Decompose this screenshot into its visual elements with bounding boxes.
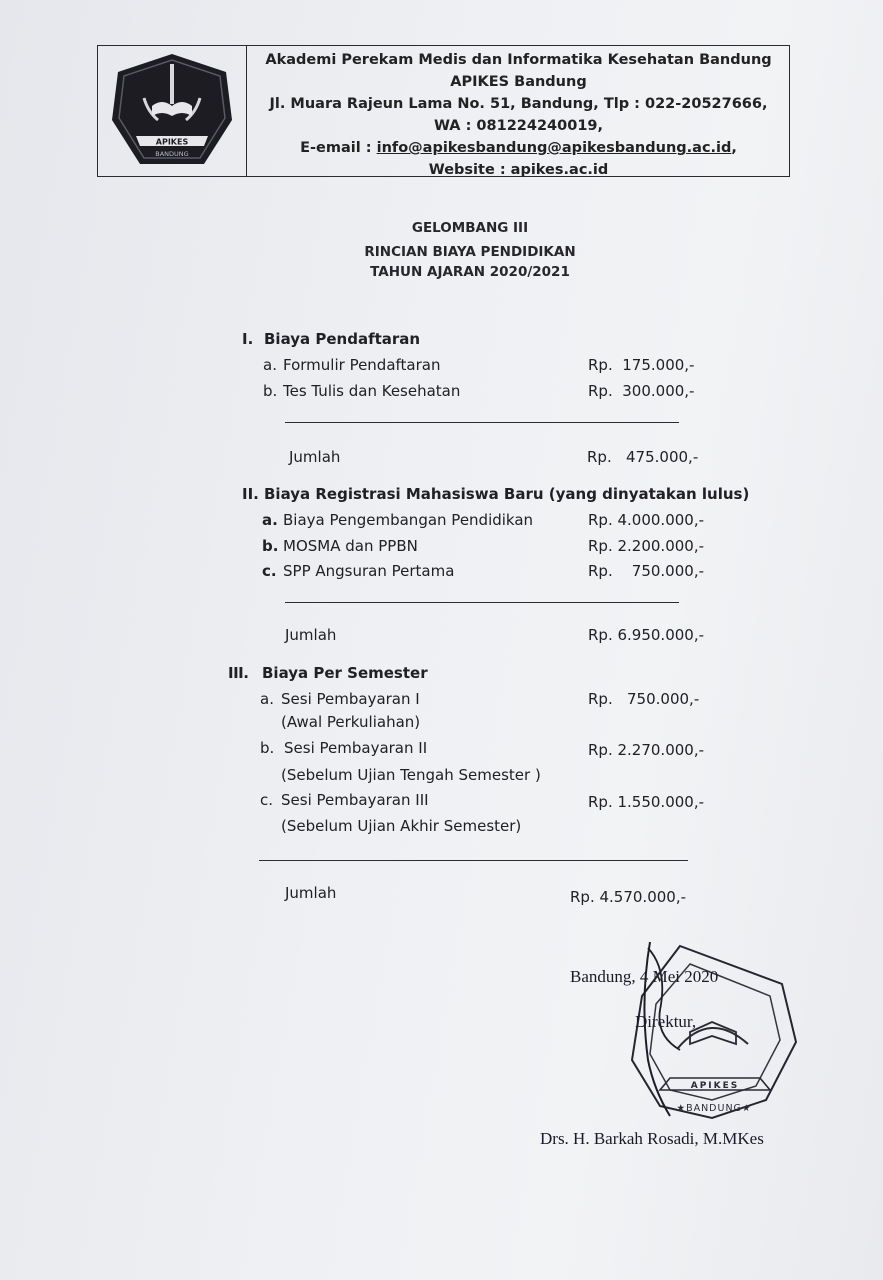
section-3-item-c-amount: Rp. 1.550.000,- <box>588 793 705 811</box>
section-2-item-b-letter: b. <box>262 537 279 555</box>
section-2-item-a-amount: Rp. 4.000.000,- <box>588 511 705 529</box>
stamp-banner-text: APIKES <box>690 1081 740 1091</box>
section-3-item-c-letter: c. <box>260 791 274 809</box>
email-suffix: , <box>731 140 737 156</box>
logo-cell <box>98 46 247 176</box>
section-3-total-label: Jumlah <box>285 884 337 902</box>
title-wave: GELOMBANG III <box>411 220 529 236</box>
institution-website: Website : apikes.ac.id <box>428 162 609 178</box>
section-2-item-b-label: MOSMA dan PPBN <box>283 537 418 555</box>
email-link[interactable]: info@apikesbandung@apikesbandung.ac.id <box>376 140 732 156</box>
section-3-item-b-letter: b. <box>260 739 275 757</box>
section-3-item-a-amount: Rp. 750.000,- <box>588 690 700 708</box>
section-2-item-c-letter: c. <box>262 562 277 580</box>
section-1-heading: Biaya Pendaftaran <box>264 330 421 348</box>
title-academic-year: TAHUN AJARAN 2020/2021 <box>370 264 570 280</box>
section-3-item-c-note: (Sebelum Ujian Akhir Semester) <box>281 817 522 835</box>
section-2-numeral: II. <box>242 485 259 503</box>
letterhead <box>97 45 790 177</box>
institution-name: Akademi Perekam Medis dan Informatika Kesehatan Bandung <box>265 52 772 68</box>
section-2-item-a-label: Biaya Pengembangan Pendidikan <box>283 511 534 529</box>
section-1-item-a-letter: a. <box>263 356 277 374</box>
title-fee-details: RINCIAN BIAYA PENDIDIKAN <box>364 244 576 260</box>
section-1-divider <box>285 422 679 423</box>
section-2-total-amount: Rp. 6.950.000,- <box>588 626 705 644</box>
institution-whatsapp: WA : 081224240019, <box>433 118 604 134</box>
section-3-divider <box>259 860 688 861</box>
email-label: E-email : <box>300 140 377 156</box>
section-3-item-b-label: Sesi Pembayaran II <box>284 739 428 757</box>
section-2-item-c-label: SPP Angsuran Pertama <box>283 562 455 580</box>
section-3-heading: Biaya Per Semester <box>262 664 428 682</box>
section-2-divider <box>285 602 679 603</box>
institution-short-name: APIKES Bandung <box>450 74 587 90</box>
section-1-total-label: Jumlah <box>289 448 341 466</box>
section-1-item-b-amount: Rp. 300.000,- <box>588 382 695 400</box>
section-3-item-c-label: Sesi Pembayaran III <box>281 791 429 809</box>
section-2-total-label: Jumlah <box>285 626 337 644</box>
section-3-item-a-letter: a. <box>260 690 274 708</box>
section-1-item-b-label: Tes Tulis dan Kesehatan <box>283 382 461 400</box>
institution-email <box>248 137 789 159</box>
section-1-total-amount: Rp. 475.000,- <box>587 448 699 466</box>
letterhead-text <box>248 49 789 181</box>
section-3-item-a-note: (Awal Perkuliahan) <box>281 713 421 731</box>
section-3-item-b-amount: Rp. 2.270.000,- <box>588 741 705 759</box>
section-2-heading: Biaya Registrasi Mahasiswa Baru (yang dinyatakan lulus) <box>264 485 750 503</box>
section-1-item-a-label: Formulir Pendaftaran <box>283 356 441 374</box>
section-1-item-b-letter: b. <box>263 382 278 400</box>
section-2-item-c-amount: Rp. 750.000,- <box>588 562 704 580</box>
logo-banner-text: APIKES <box>155 137 189 147</box>
signatory-name: Drs. H. Barkah Rosadi, M.MKes <box>540 1129 764 1148</box>
section-3-item-a-label: Sesi Pembayaran I <box>281 690 420 708</box>
logo-city-text: BANDUNG <box>155 150 189 158</box>
section-1-item-a-amount: Rp. 175.000,- <box>588 356 695 374</box>
section-1-numeral: I. <box>242 330 254 348</box>
institution-logo <box>108 50 236 172</box>
stamp-city-text: ★BANDUNG★ <box>676 1103 752 1114</box>
section-3-numeral: III. <box>228 664 249 682</box>
signature-position: Direktur, <box>635 1012 697 1031</box>
institution-address: Jl. Muara Rajeun Lama No. 51, Bandung, Tlp : 022-20527666, <box>269 96 768 112</box>
section-3-item-b-note: (Sebelum Ujian Tengah Semester ) <box>281 766 541 784</box>
section-2-item-a-letter: a. <box>262 511 278 529</box>
signature-place-date: Bandung, 4 Mei 2020 <box>570 967 719 986</box>
section-2-item-b-amount: Rp. 2.200.000,- <box>588 537 705 555</box>
section-3-total-amount: Rp. 4.570.000,- <box>570 888 687 906</box>
